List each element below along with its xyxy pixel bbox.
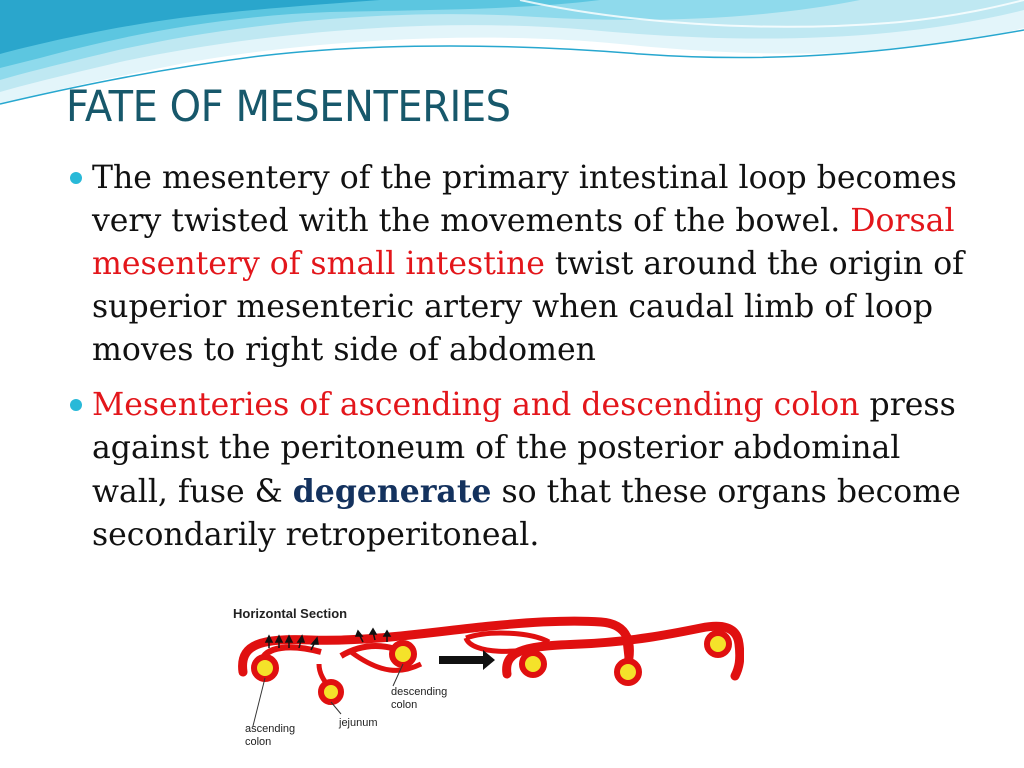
bullet-item-1	[66, 157, 966, 372]
bullet-item-2	[66, 384, 966, 557]
mesentery-diagram	[231, 604, 744, 752]
bullet-2-text-a: press against the peritoneum of the posterior abdominal wall, fuse &	[92, 387, 956, 510]
jejunum-shape	[321, 682, 341, 702]
bullet-2-highlight: Mesenteries of ascending and descending colon	[92, 387, 860, 423]
diagram-heading: Horizontal Section	[233, 606, 348, 621]
bullet-2-text-b: so that these organs become secondarily retroperitoneal.	[92, 474, 961, 553]
label-ascending-colon-1: ascending	[245, 723, 296, 735]
bullet-2-emphasis: degenerate	[292, 473, 492, 510]
bullet-1-text-a: The mesentery of the primary intestinal loop becomes very twisted with the movements of the bowel.	[92, 160, 957, 239]
bullet-list	[66, 157, 966, 557]
bullet-icon	[70, 172, 82, 184]
label-descending-colon-2: colon	[391, 699, 418, 711]
bullet-1-highlight: Dorsal mesentery of small intestine	[92, 203, 955, 282]
descending-colon-shape	[392, 643, 414, 665]
bullet-1-text-b: twist around the origin of superior mesenteric artery when caudal limb of loop moves to right side of abdomen	[92, 246, 964, 368]
bullet-icon	[70, 399, 82, 411]
label-descending-colon-1: descending	[391, 686, 448, 698]
ascending-colon-shape	[254, 657, 276, 679]
label-jejunum: jejunum	[339, 717, 378, 729]
slide-title: FATE OF MESENTERIES	[66, 82, 511, 132]
label-ascending-colon-2: colon	[245, 736, 272, 748]
